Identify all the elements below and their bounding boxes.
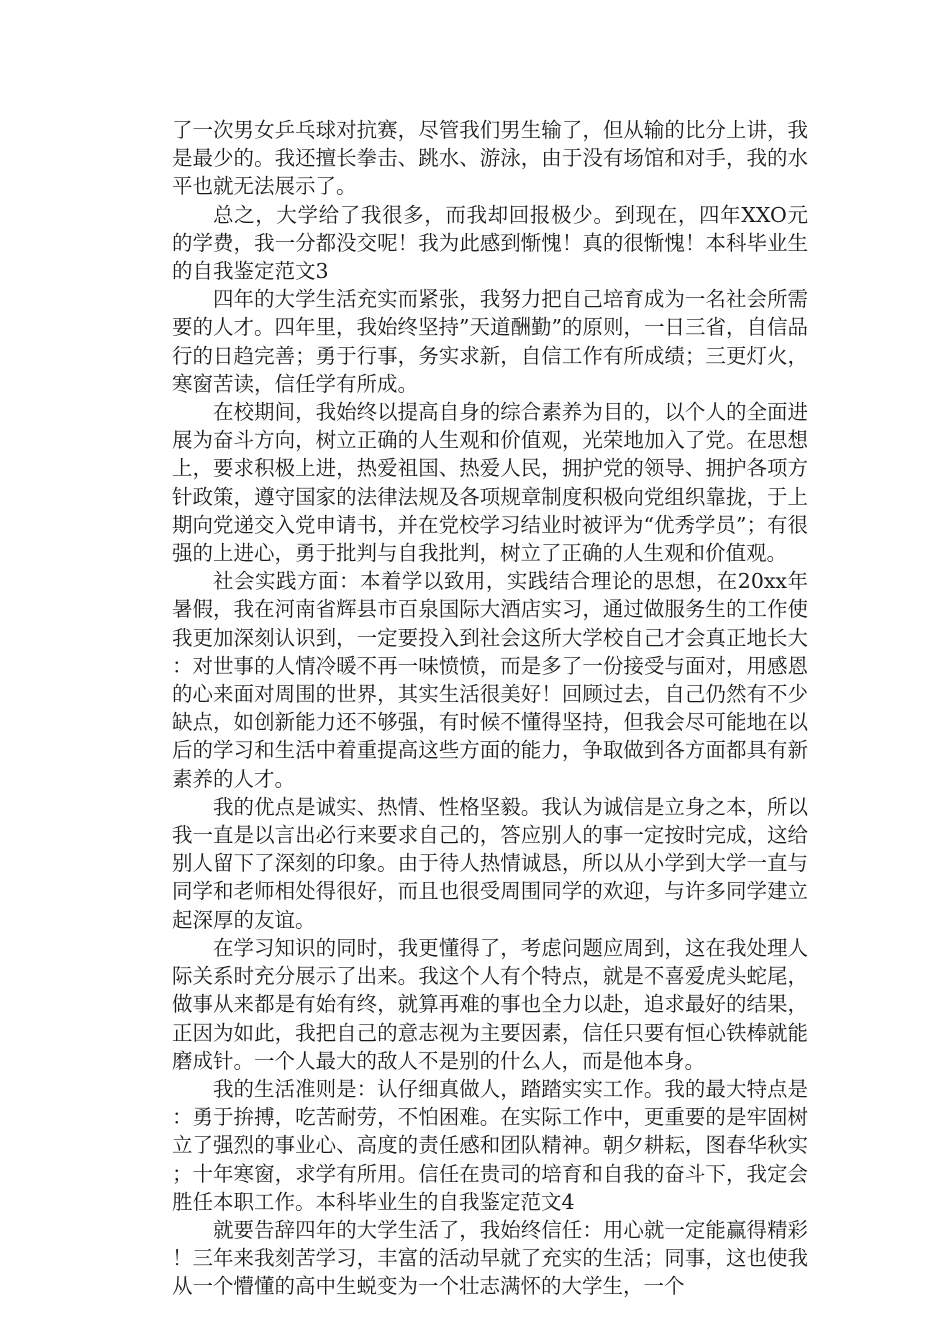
paragraph-2: 总之，大学给了我很多，而我却回报极少。到现在，四年XXO元的学费，我一分都没交呢！我为此感到惭愧！真的很惭愧！本科毕业生的自我鉴定范文3 [172, 202, 808, 284]
paragraph-4: 在校期间，我始终以提高自身的综合素养为目的，以个人的全面进展为奋斗方向，树立正确的人生观和价值观，光荣地加入了党。在思想上，要求积极上进，热爱祖国、热爱人民，拥护党的领导、拥护各项方针政策，遵守国家的法律法规及各项规章制度积极向党组织靠拢，于上期向党递交入党申请书，并在党校学习结业时被评为“优秀学员”；有很强的上进心，勇于批判与自我批判，树立了正确的人生观和价值观。 [172, 400, 808, 566]
paragraph-3: 四年的大学生活充实而紧张，我努力把自己培育成为一名社会所需要的人才。四年里，我始终坚持”天道酬勤”的原则，一日三省，自信品行的日趋完善；勇于行事，务实求新，自信工作有所成绩；三更灯火，寒窗苦读，信任学有所成。 [172, 287, 808, 396]
paragraph-8: 我的生活准则是：认仔细真做人，踏踏实实工作。我的最大特点是：勇于拚搏，吃苦耐劳，不怕困难。在实际工作中，更重要的是牢固树立了强烈的事业心、高度的责任感和团队精神。朝夕耕耘，图春华秋实；十年寒窗，求学有所用。信任在贵司的培育和自我的奋斗下，我定会胜任本职工作。本科毕业生的自我鉴定范文4 [172, 1076, 808, 1214]
paragraph-1: 了一次男女乒乓球对抗赛，尽管我们男生输了，但从输的比分上讲，我是最少的。我还擅长拳击、跳水、游泳，由于没有场馆和对手，我的水平也就无法展示了。 [172, 118, 808, 199]
document-body [172, 116, 808, 1301]
paragraph-7: 在学习知识的同时，我更懂得了，考虑问题应周到，这在我处理人际关系时充分展示了出来。我这个人有个特点，就是不喜爱虎头蛇尾，做事从来都是有始有终，就算再难的事也全力以赴，追求最好的结果，正因为如此，我把自己的意志视为主要因素，信任只要有恒心铁棒就能磨成针。一个人最大的敌人不是别的什么人，而是他本身。 [172, 935, 808, 1073]
paragraph-9: 就要告辞四年的大学生活了，我始终信任：用心就一定能赢得精彩！三年来我刻苦学习，丰富的活动早就了充实的生活；同事，这也使我从一个懵懂的高中生蜕变为一个壮志满怀的大学生，一个 [172, 1217, 808, 1299]
paragraph-5: 社会实践方面：本着学以致用，实践结合理论的思想，在20xx年暑假，我在河南省辉县市百泉国际大酒店实习，通过做服务生的工作使我更加深刻认识到，一定要投入到社会这所大学校自己才会真正地长大：对世事的人情冷暖不再一味愤愤，而是多了一份接受与面对，用感恩的心来面对周围的世界，其实生活很美好！回顾过去，自己仍然有不少缺点，如创新能力还不够强，有时候不懂得坚持，但我会尽可能地在以后的学习和生活中着重提高这些方面的能力，争取做到各方面都具有新素养的人才。 [172, 569, 808, 791]
paragraph-6: 我的优点是诚实、热情、性格坚毅。我认为诚信是立身之本，所以我一直是以言出必行来要求自己的，答应别人的事一定按时完成，这给别人留下了深刻的印象。由于待人热情诚恳，所以从小学到大学一直与同学和老师相处得很好，而且也很受周围同学的欢迎，与许多同学建立起深厚的友谊。 [172, 794, 808, 932]
